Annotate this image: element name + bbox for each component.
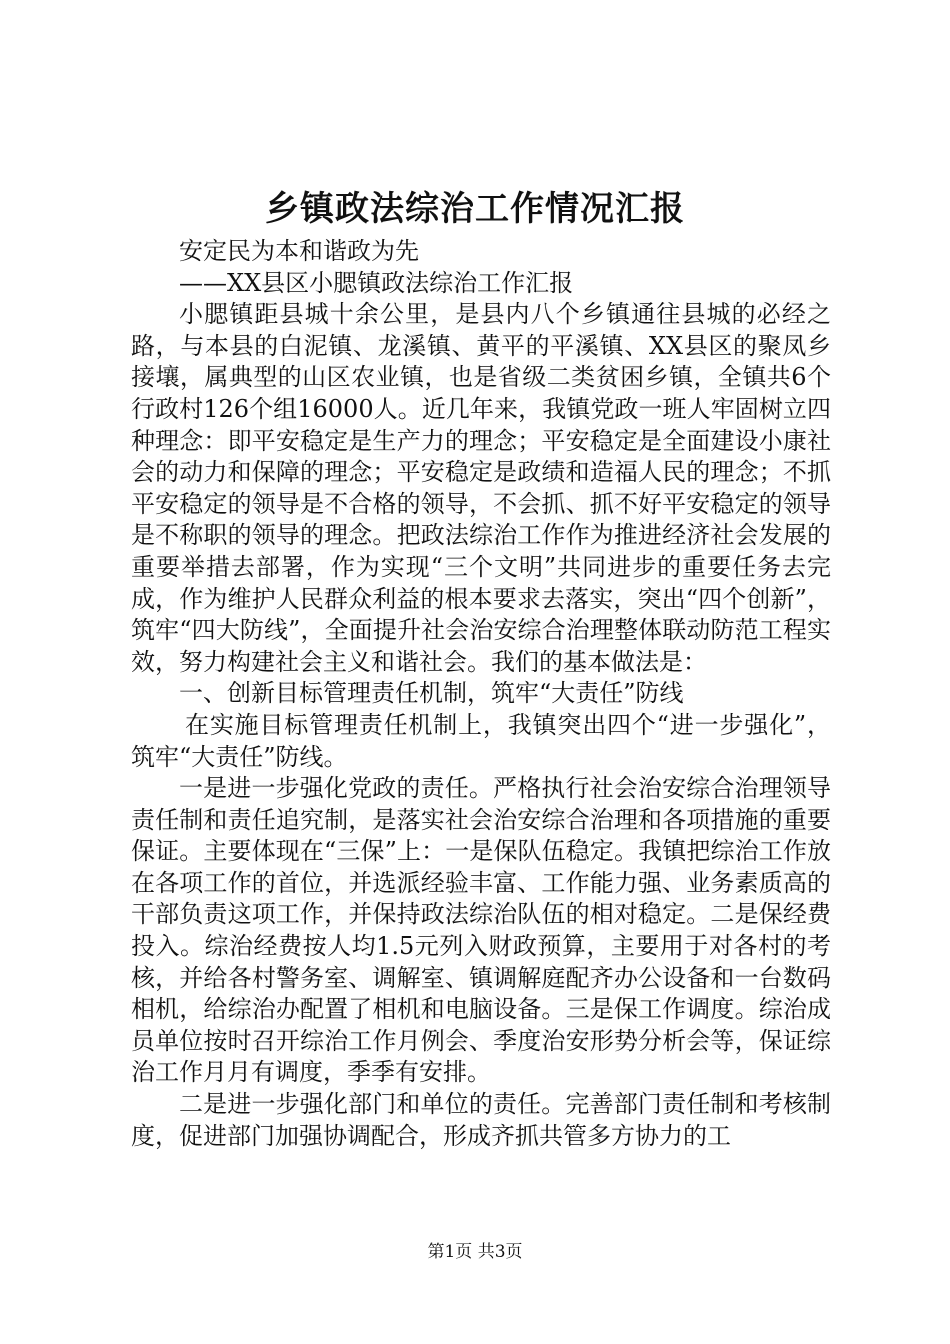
body-paragraph-department-responsibility: 二是进一步强化部门和单位的责任。完善部门责任制和考核制度，促进部门加强协调配合，形成齐抓共管多方协力的工 (131, 1090, 831, 1150)
subtitle-line: 安定民为本和谐政为先 (179, 237, 419, 265)
section-heading-1: 一、创新目标管理责任机制，筑牢“大责任”防线 (179, 679, 684, 708)
document-title: 乡镇政法综治工作情况汇报 (265, 189, 685, 229)
subtitle-byline: ——XX县区小腮镇政法综治工作汇报 (179, 268, 574, 297)
document-body (131, 236, 831, 1152)
page-number-footer: 第1页 共3页 (427, 1242, 523, 1262)
body-paragraph-intro: 小腮镇距县城十余公里，是县内八个乡镇通往县城的必经之路，与本县的白泥镇、龙溪镇、黄平的平溪镇、XX县区的聚凤乡接壤，属典型的山区农业镇，也是省级二类贫困乡镇，全镇共6个行政村126个组16000人。近几年来，我镇党政一班人牢固树立四种理念：即平安稳定是生产力的理念；平安稳定是全面建设小康社会的动力和保障的理念；平安稳定是政绩和造福人民的理念；不抓平安稳定的领导是不合格的领导，不会抓、抓不好平安稳定的领导是不称职的领导的理念。把政法综治工作作为推进经济社会发展的重要举措去部署，作为实现“三个文明”共同进步的重要任务去完成，作为维护人民群众利益的根本要求去落实，突出“四个创新”，筑牢“四大防线”，全面提升社会治安综合治理整体联动防范工程实效，努力构建社会主义和谐社会。我们的基本做法是： (131, 300, 831, 676)
body-paragraph-party-responsibility: 一是进一步强化党政的责任。严格执行社会治安综合治理领导责任制和责任追究制，是落实社会治安综合治理和各项措施的重要保证。主要体现在“三保”上：一是保队伍稳定。我镇把综治工作放在各项工作的首位，并选派经验丰富、工作能力强、业务素质高的干部负责这项工作，并保持政法综治队伍的相对稳定。二是保经费投入。综治经费按人均1.5元列入财政预算，主要用于对各村的考核，并给各村警务室、调解室、镇调解庭配齐办公设备和一台数码相机，给综治办配置了相机和电脑设备。三是保工作调度。综治成员单位按时召开综治工作月例会、季度治安形势分析会等，保证综治工作月月有调度，季季有安排。 (131, 774, 831, 1087)
body-paragraph-section-1-intro: 在实施目标管理责任机制上，我镇突出四个“进一步强化”，筑牢“大责任”防线。 (131, 710, 831, 771)
